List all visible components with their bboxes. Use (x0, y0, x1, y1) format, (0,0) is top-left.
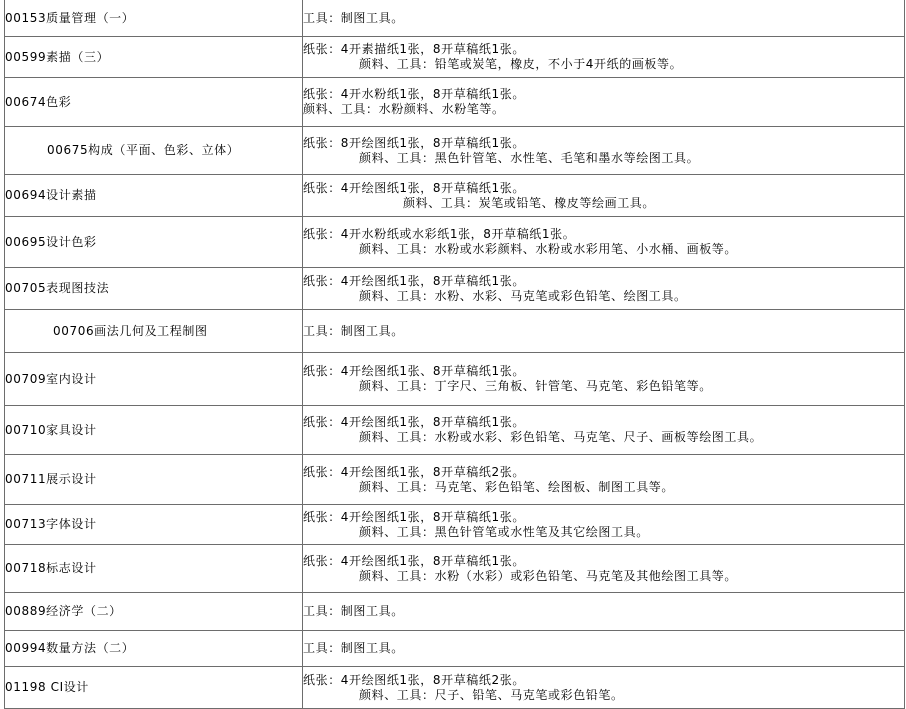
table-row (5, 78, 905, 127)
materials-line: 颜料、工具：丁字尺、三角板、针管笔、马克笔、彩色铅笔等。 (359, 379, 712, 393)
materials-line: 工具：制图工具。 (303, 604, 404, 618)
materials-cell (303, 406, 905, 455)
materials-line: 颜料、工具：黑色针管笔或水性笔及其它绘图工具。 (359, 524, 649, 539)
course-cell: 00710家具设计 (5, 406, 303, 455)
table-row (5, 455, 905, 505)
materials-line: 颜料、工具：水粉（水彩）或彩色铅笔、马克笔及其他绘图工具等。 (359, 568, 738, 583)
table-row (5, 310, 905, 353)
materials-line: 颜料、工具：水粉或水彩颜料、水粉或水彩用笔、小水桶、画板等。 (359, 242, 738, 256)
table-row (5, 667, 905, 709)
materials-line: 纸张：4开绘图纸1张，8开草稿纸1张。 (303, 415, 525, 429)
materials-cell (303, 175, 905, 217)
materials-line: 纸张：4开绘图纸1张，8开草稿纸1张。 (303, 180, 525, 195)
materials-cell (303, 127, 905, 175)
materials-line: 工具：制图工具。 (303, 323, 404, 338)
course-cell: 00675构成（平面、色彩、立体） (5, 127, 303, 175)
materials-line: 纸张：4开绘图纸1张、8开草稿纸1张。 (303, 364, 525, 378)
materials-line: 颜料、工具：水粉、水彩、马克笔或彩色铅笔、绘图工具。 (359, 288, 687, 303)
table-row (5, 127, 905, 175)
materials-line: 工具：制图工具。 (303, 641, 404, 655)
materials-cell (303, 78, 905, 127)
materials-cell (303, 310, 905, 353)
materials-line: 纸张：4开绘图纸1张，8开草稿纸1张。 (303, 509, 525, 524)
course-cell: 00705表现图技法 (5, 268, 303, 310)
materials-line: 纸张：4开水粉纸1张，8开草稿纸1张。 (303, 87, 525, 101)
table-row (5, 593, 905, 631)
course-cell: 00889经济学（二） (5, 593, 303, 631)
table-row (5, 268, 905, 310)
table-row (5, 175, 905, 217)
materials-line: 颜料、工具：马克笔、彩色铅笔、绘图板、制图工具等。 (359, 479, 675, 494)
materials-line: 纸张：4开绘图纸1张，8开草稿纸2张。 (303, 464, 525, 479)
exam-materials-table (4, 0, 905, 709)
course-cell: 00718标志设计 (5, 545, 303, 593)
materials-cell (303, 593, 905, 631)
materials-line: 纸张：4开绘图纸1张，8开草稿纸1张。 (303, 553, 525, 568)
course-cell: 00599素描（三） (5, 37, 303, 78)
course-cell: 00695设计色彩 (5, 217, 303, 268)
materials-line: 纸张：4开绘图纸1张，8开草稿纸1张。 (303, 273, 525, 288)
materials-line: 颜料、工具：水粉或水彩、彩色铅笔、马克笔、尺子、画板等绘图工具。 (359, 430, 763, 444)
materials-line: 颜料、工具：尺子、铅笔、马克笔或彩色铅笔。 (359, 687, 624, 702)
table-row (5, 505, 905, 545)
materials-line: 颜料、工具：水粉颜料、水粉笔等。 (303, 102, 505, 116)
materials-cell (303, 0, 905, 37)
materials-line: 纸张：4开绘图纸1张，8开草稿纸2张。 (303, 672, 525, 687)
materials-cell (303, 505, 905, 545)
course-cell: 00713字体设计 (5, 505, 303, 545)
table-row (5, 217, 905, 268)
course-cell: 00706画法几何及工程制图 (5, 310, 303, 353)
course-cell: 01198 CI设计 (5, 667, 303, 709)
materials-cell (303, 268, 905, 310)
materials-cell (303, 37, 905, 78)
materials-cell (303, 667, 905, 709)
course-cell: 00994数量方法（二） (5, 631, 303, 667)
materials-line: 颜料、工具：黑色针管笔、水性笔、毛笔和墨水等绘图工具。 (359, 150, 700, 165)
materials-cell (303, 455, 905, 505)
table-row (5, 37, 905, 78)
table-row (5, 631, 905, 667)
materials-line: 颜料、工具：铅笔或炭笔，橡皮，不小于4开纸的画板等。 (359, 57, 683, 71)
course-cell: 00709室内设计 (5, 353, 303, 406)
materials-cell (303, 353, 905, 406)
course-cell: 00711展示设计 (5, 455, 303, 505)
materials-line: 纸张：4开素描纸1张，8开草稿纸1张。 (303, 42, 525, 56)
materials-line: 纸张：4开水粉纸或水彩纸1张，8开草稿纸1张。 (303, 227, 576, 241)
materials-line: 颜料、工具：炭笔或铅笔、橡皮等绘画工具。 (403, 195, 656, 210)
table-row (5, 545, 905, 593)
table-row (5, 353, 905, 406)
materials-line: 纸张：8开绘图纸1张，8开草稿纸1张。 (303, 135, 525, 150)
materials-cell (303, 545, 905, 593)
table-row (5, 0, 905, 37)
course-cell: 00674色彩 (5, 78, 303, 127)
table-row (5, 406, 905, 455)
materials-cell (303, 631, 905, 667)
course-cell: 00694设计素描 (5, 175, 303, 217)
materials-cell (303, 217, 905, 268)
course-cell: 00153质量管理（一） (5, 0, 303, 37)
materials-line: 工具：制图工具。 (303, 10, 404, 25)
